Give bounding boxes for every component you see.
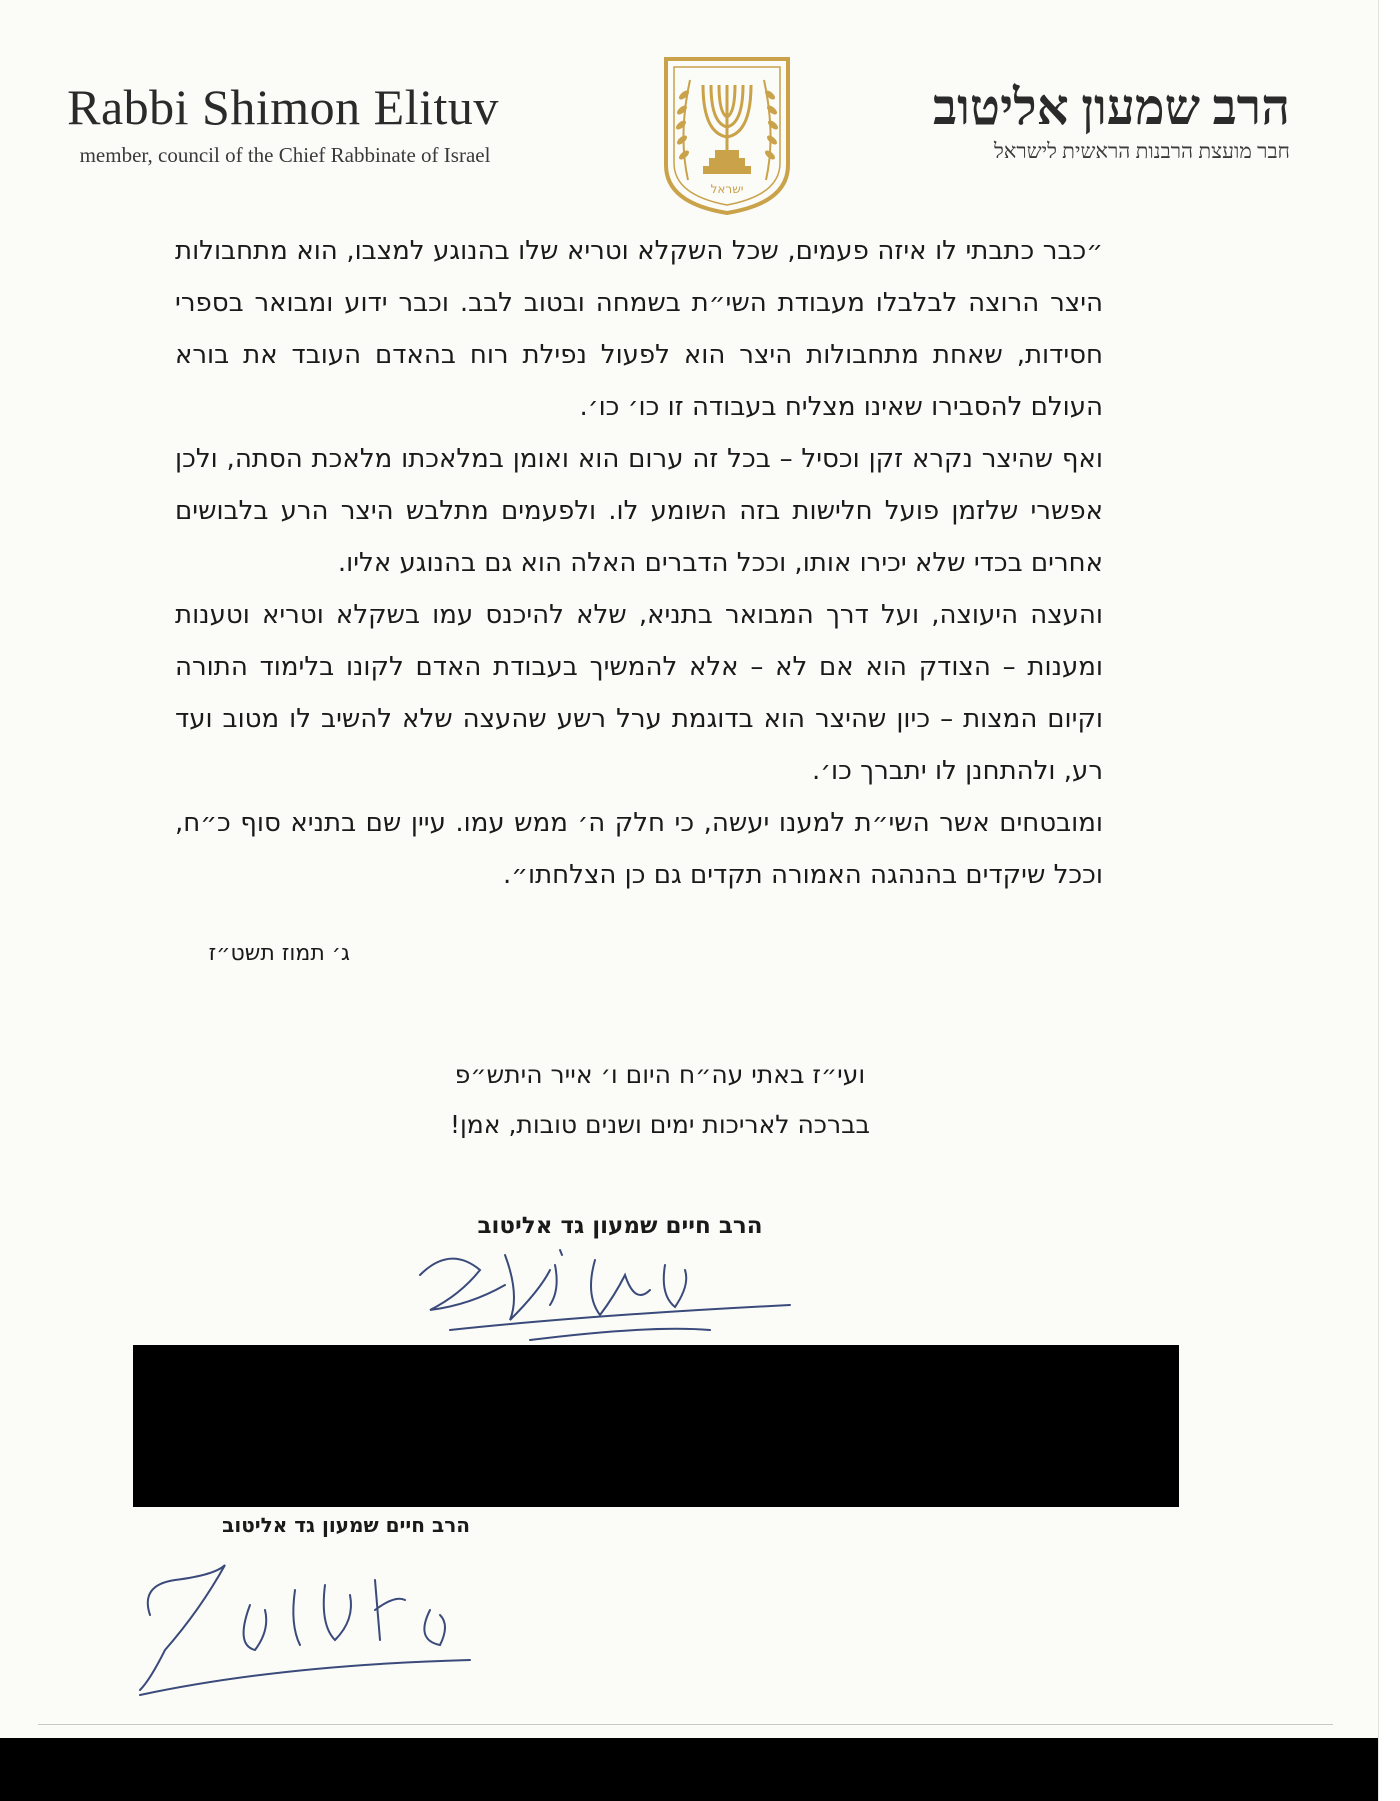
page-edge (1378, 0, 1400, 1801)
body-paragraph: ומובטחים אשר השי״ת למענו יעשה, כי חלק ה׳ ממש עמו. עיין שם בתניא סוף כ״ח, וככל שיקדים בהנהגה האמורה תקדים גם כן הצלחתו״. (175, 808, 1103, 890)
letter-date: ג׳ תמוז תשט״ז (208, 941, 350, 966)
hebrew-name: הרב שמעון אליטוב (933, 79, 1290, 135)
letter-body (175, 225, 1103, 901)
redaction-box (133, 1345, 1179, 1507)
closing-line: ועי״ז באתי עה״ח היום ו׳ אייר היתש״פ (454, 1060, 866, 1089)
closing-block (300, 1050, 1020, 1150)
english-title: member, council of the Chief Rabbinate of Israel (79, 143, 491, 167)
emblem-label: ישראל (710, 182, 744, 196)
scan-bottom-bar (0, 1738, 1378, 1801)
signatory-name: הרב חיים שמעון גד אליטוב (477, 1213, 763, 1239)
signatory-name-secondary: הרב חיים שמעון גד אליטוב (222, 1513, 470, 1537)
body-paragraph: ואף שהיצר נקרא זקן וכסיל – בכל זה ערום הוא ואומן במלאכתו מלאכת הסתה, ולכן אפשרי שלזמן פועל חלישות בזה השומע לו. ולפעמים מתלבש היצר הרע בלבושים אחרים בכדי שלא יכירו אותו, וככל הדברים האלה הוא גם בהנוגע אליו. (175, 444, 1103, 578)
handwritten-signature (410, 1235, 830, 1345)
closing-blessing: בברכה לאריכות ימים ושנים טובות, אמן! (449, 1110, 871, 1139)
menorah-emblem-icon (660, 55, 794, 215)
body-paragraph: והעצה היעוצה, ועל דרך המבואר בתניא, שלא להיכנס עמו בשקלא וטריא וטענות ומענות – הצודק הוא אם לא – אלא להמשיך בעבודת האדם לקונו בלימוד התורה וקיום המצות – כיון שהיצר הוא בדוגמת ערל רשע שהעצה שלא להשיב לו מטוב ועד רע, ולהתחנן לו יתברך כו׳. (175, 600, 1103, 786)
handwritten-signature-secondary (130, 1540, 510, 1705)
footer-divider (38, 1724, 1333, 1725)
english-name: Rabbi Shimon Elituv (67, 79, 499, 135)
body-paragraph: ״כבר כתבתי לו איזה פעמים, שכל השקלא וטריא שלו בהנוגע למצבו, הוא מתחבולות היצר הרוצה לבלבלו מעבודת השי״ת בשמחה ובטוב לבב. וכבר ידוע ומבואר בספרי חסידות, שאחת מתחבולות היצר הוא לפעול נפילת רוח בהאדם העובד את בורא העולם להסבירו שאינו מצליח בעבודה זו כו׳ כו׳. (175, 236, 1103, 422)
hebrew-title: חבר מועצת הרבנות הראשית לישראל (993, 139, 1290, 163)
